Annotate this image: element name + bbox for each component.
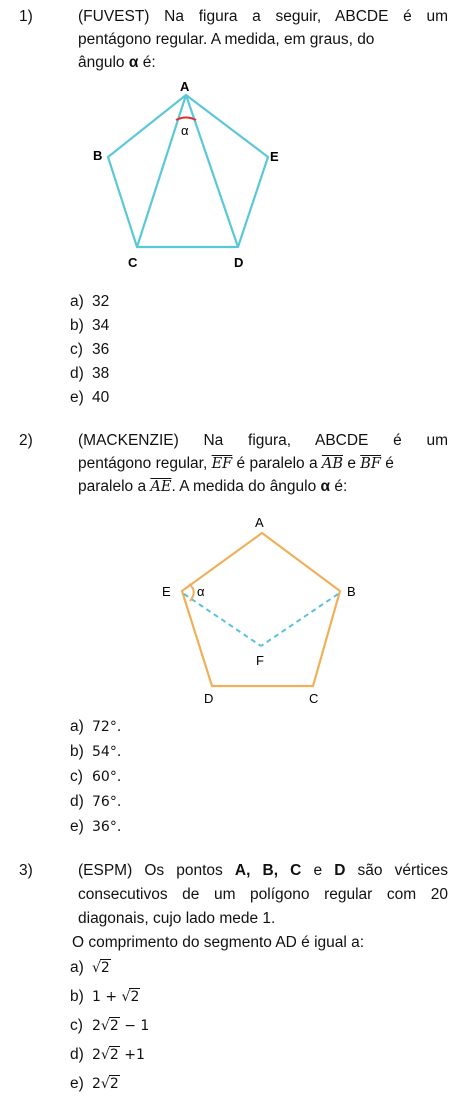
- option-value: 2√2 +1: [92, 1047, 145, 1063]
- option-value: 2√2 − 1: [92, 1018, 150, 1034]
- option-letter: d): [70, 1046, 84, 1063]
- question-3-line-4: O comprimento do segmento AD é igual a:: [72, 934, 365, 951]
- option-letter: a): [70, 293, 84, 310]
- radicand: 2: [130, 989, 140, 1005]
- question-1-number: 1): [19, 8, 33, 25]
- segment-bf: $\overline{BF}$: [360, 456, 381, 472]
- segment-ef: $\overline{EF}$: [211, 456, 233, 472]
- option-letter: a): [70, 959, 84, 976]
- option-letter: a): [70, 718, 84, 735]
- alpha-arc-1: [176, 118, 196, 121]
- radicand: 2: [109, 1076, 119, 1092]
- option-value: 36°.: [92, 819, 122, 835]
- question-2-line-3: [78, 476, 448, 498]
- q1-option-c[interactable]: [70, 340, 109, 360]
- q1-option-d[interactable]: [70, 364, 109, 384]
- vertex-label-e: E: [270, 149, 279, 164]
- question-1-line-1: (FUVEST) Na figura a seguir, ABCDE é um: [78, 8, 448, 25]
- q2-alpha: α: [320, 478, 331, 495]
- math-prefix: 2: [92, 1047, 101, 1063]
- question-3-line-3: diagonais, cujo lado mede 1.: [78, 910, 276, 927]
- vertex-label-b: B: [93, 148, 103, 163]
- q2-option-c[interactable]: [70, 767, 121, 787]
- pentagon-1-diagonal-ad: [186, 95, 238, 247]
- segment-ab: $\overline{AB}$: [321, 456, 344, 472]
- q1-line3-end: é:: [138, 54, 156, 71]
- math-prefix: 2: [92, 1076, 101, 1092]
- radicand: 2: [100, 960, 110, 976]
- q2-line3-text: paralelo a: [78, 478, 151, 495]
- pentagon-figure-1: [0, 80, 472, 290]
- vertex-label-a: A: [180, 80, 190, 94]
- question-3-line-1: (ESPM) Os pontos A, B, C e D são vértices: [78, 862, 448, 879]
- pentagon-figure-2: [0, 505, 472, 705]
- q3-option-b[interactable]: [70, 987, 140, 1007]
- option-letter: b): [70, 988, 84, 1005]
- q2-line2-mid: é paralelo a: [232, 455, 322, 472]
- question-1-line-2: pentágono regular. A medida, em graus, do: [78, 31, 375, 48]
- q3-option-d[interactable]: [70, 1045, 145, 1065]
- option-value: 32: [92, 293, 110, 310]
- q2-line2-end: é: [380, 455, 394, 472]
- option-value: 60°.: [92, 769, 122, 785]
- option-value: 76°.: [92, 794, 122, 810]
- q1-option-b[interactable]: [70, 316, 109, 336]
- question-3-line-2: consecutivos de um polígono regular com 20: [78, 886, 448, 903]
- option-letter: e): [70, 1075, 84, 1092]
- vertex-label-f: F: [256, 653, 264, 668]
- q2-option-b[interactable]: [70, 742, 121, 762]
- q2-line3-end: é:: [330, 478, 348, 495]
- option-value: 38: [92, 365, 110, 382]
- radicand: 2: [109, 1047, 119, 1063]
- q3-option-c[interactable]: [70, 1016, 149, 1036]
- vertex-label-a: A: [255, 515, 264, 530]
- option-letter: e): [70, 389, 84, 406]
- option-value: 1 + √2: [92, 989, 140, 1005]
- option-letter: b): [70, 317, 84, 334]
- math-suffix: +1: [119, 1047, 145, 1063]
- q1-line3-text: ângulo: [78, 54, 129, 71]
- question-2-line-2: [78, 453, 448, 475]
- option-value: 2√2: [92, 1076, 119, 1092]
- option-letter: d): [70, 365, 84, 382]
- question-3-number: 3): [19, 862, 33, 879]
- math-suffix: − 1: [119, 1018, 150, 1034]
- radicand: 2: [109, 1018, 119, 1034]
- option-letter: c): [70, 341, 83, 358]
- option-value: 72°.: [92, 719, 122, 735]
- q3-option-a[interactable]: [70, 958, 111, 978]
- q1-option-e[interactable]: [70, 388, 109, 408]
- vertex-label-b: B: [347, 584, 356, 599]
- q2-line3-mid: . A medida do ângulo: [171, 478, 321, 495]
- option-value: 54°.: [92, 744, 122, 760]
- option-letter: e): [70, 818, 84, 835]
- vertex-label-c: C: [309, 691, 319, 705]
- dashed-segment-ef: [184, 594, 261, 646]
- q1-option-a[interactable]: [70, 292, 109, 312]
- option-letter: c): [70, 768, 83, 785]
- q2-option-d[interactable]: [70, 792, 121, 812]
- option-value: 36: [92, 341, 110, 358]
- vertex-label-d: D: [234, 255, 244, 270]
- segment-ae: $\overline{AE}$: [150, 479, 172, 495]
- alpha-label-1: α: [181, 123, 189, 138]
- math-prefix: 2: [92, 1018, 101, 1034]
- q1-alpha: α: [128, 54, 139, 71]
- question-1-line-3: [78, 52, 448, 74]
- option-value: √2: [92, 960, 110, 976]
- q2-line2-text: pentágono regular,: [78, 455, 212, 472]
- question-2-line-1: (MACKENZIE) Na figura, ABCDE é um: [78, 432, 448, 449]
- option-letter: c): [70, 1017, 83, 1034]
- question-2-number: 2): [19, 432, 33, 449]
- option-value: 34: [92, 317, 110, 334]
- q2-option-a[interactable]: [70, 717, 121, 737]
- option-value: 40: [92, 389, 110, 406]
- option-letter: d): [70, 793, 84, 810]
- vertex-label-e: E: [162, 584, 171, 599]
- vertex-label-d: D: [204, 691, 214, 705]
- q3-option-e[interactable]: [70, 1074, 120, 1094]
- q2-option-e[interactable]: [70, 817, 121, 837]
- option-letter: b): [70, 743, 84, 760]
- q2-line2-and: e: [343, 455, 361, 472]
- math-prefix: 1 +: [92, 989, 122, 1005]
- vertex-label-c: C: [128, 255, 138, 270]
- alpha-label-2: α: [197, 584, 205, 599]
